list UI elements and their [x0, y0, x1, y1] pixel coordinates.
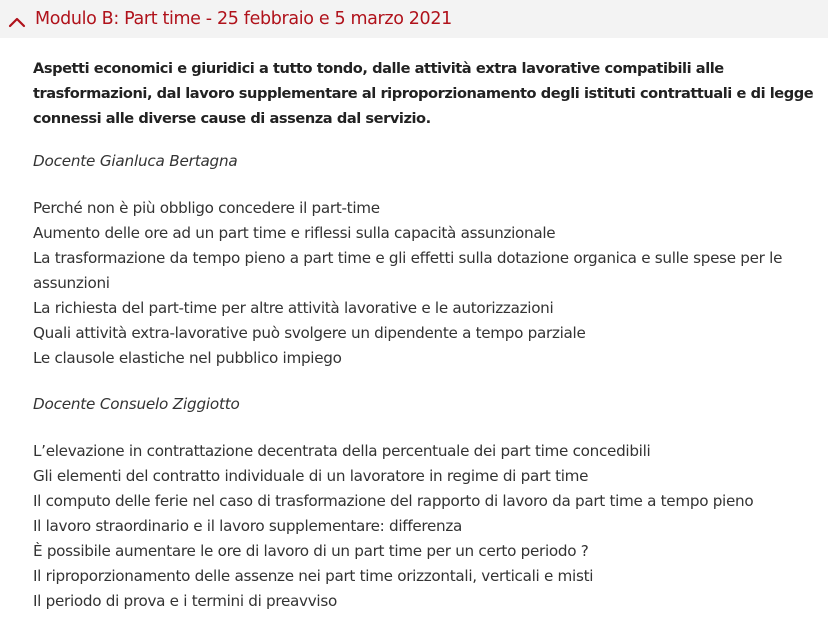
topic-item: Il riproporzionamento delle assenze nei part time orizzontali, verticali e misti — [33, 567, 594, 585]
topic-item: Il periodo di prova e i termini di preavviso — [33, 592, 337, 610]
topic-item: Il computo delle ferie nel caso di trasformazione del rapporto di lavoro da part time a tempo pieno — [33, 492, 754, 510]
topic-item: Gli elementi del contratto individuale di un lavoratore in regime di part time — [33, 467, 589, 485]
topic-item: Aumento delle ore ad un part time e riflessi sulla capacità assunzionale — [33, 224, 556, 242]
topic-list — [33, 439, 828, 614]
module-title: Modulo B: Part time - 25 febbraio e 5 marzo 2021 — [35, 9, 452, 29]
module-intro: Aspetti economici e giuridici a tutto tondo, dalle attività extra lavorative compatibili alle trasformazioni, dal lavoro supplementare al riproporzionamento degli istituti contrattuali e di legge connessi alle diverse cause di assenza dal servizio. — [33, 60, 814, 127]
topic-item: Il lavoro straordinario e il lavoro supplementare: differenza — [33, 517, 463, 535]
chevron-up-icon — [8, 13, 26, 25]
topic-list — [33, 196, 828, 371]
topic-item: Le clausole elastiche nel pubblico impiego — [33, 349, 342, 367]
topic-item: Quali attività extra-lavorative può svolgere un dipendente a tempo parziale — [33, 324, 586, 342]
teacher-name: Docente Consuelo Ziggiotto — [33, 395, 240, 413]
accordion-header[interactable] — [0, 0, 828, 38]
topic-item: L’elevazione in contrattazione decentrata della percentuale dei part time concedibili — [33, 442, 651, 460]
topic-item: La trasformazione da tempo pieno a part time e gli effetti sulla dotazione organica e sulle spese per le assunzioni — [33, 249, 783, 292]
topic-item: È possibile aumentare le ore di lavoro di un part time per un certo periodo ? — [33, 542, 589, 560]
teacher-name: Docente Gianluca Bertagna — [33, 152, 238, 170]
topic-item: Perché non è più obbligo concedere il part-time — [33, 199, 380, 217]
accordion-body — [0, 38, 828, 614]
topic-item: La richiesta del part-time per altre attività lavorative e le autorizzazioni — [33, 299, 554, 317]
